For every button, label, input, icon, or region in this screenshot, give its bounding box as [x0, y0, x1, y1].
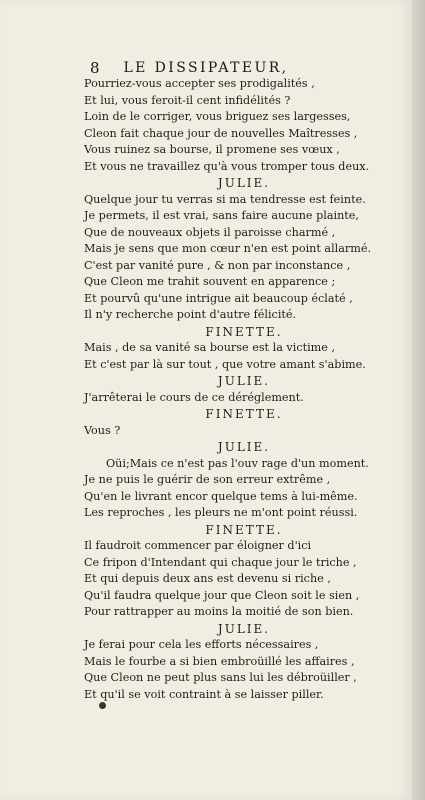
verse-line: Oüi;Mais ce n'est pas l'ouv rage d'un moment. — [106, 456, 369, 470]
play-text — [84, 76, 404, 703]
verse-line: Qu'en le livrant encor quelque tems à lui-même. — [84, 489, 358, 503]
verse-line: Et vous ne travaillez qu'à vous tromper tous deux. — [84, 159, 370, 173]
ink-dot-ornament — [99, 702, 106, 709]
verse-line: Il faudroit commencer par éloigner d'ici — [84, 539, 312, 552]
verse-line: Et lui, vous feroit-il cent infidélités ? — [84, 93, 291, 107]
verse-line: Que de nouveaux objets il paroisse charmé , — [84, 225, 336, 239]
verse-line: Qu'il faudra quelque jour que Cleon soit le sien , — [84, 588, 360, 602]
verse-line: Que Cleon me trahit souvent en apparence ; — [84, 275, 336, 288]
verse-line: Je ne puis le guérir de son erreur extrême , — [84, 473, 331, 486]
verse-line: Je permets, il est vrai, sans faire aucune plainte, — [84, 209, 359, 222]
verse-line: Les reproches , les pleurs ne m'ont point réussi. — [84, 506, 358, 519]
speaker-name: JULIE. — [217, 374, 271, 388]
verse-line: Vous ? — [84, 423, 121, 437]
page-number: 8 — [90, 59, 100, 77]
verse-line: J'arrêterai le cours de ce déréglement. — [84, 390, 304, 404]
page-header — [0, 60, 412, 76]
verse-line: Loin de le corriger, vous briguez ses largesses, — [84, 110, 351, 123]
verse-line: Et c'est par là sur tout , que votre amant s'abime. — [84, 357, 366, 371]
speaker-name: FINETTE. — [205, 407, 283, 421]
speaker-name: JULIE. — [217, 440, 271, 454]
page-edge — [412, 0, 425, 800]
verse-line: Pour rattrapper au moins la moitié de son bien. — [84, 605, 354, 618]
verse-line: Vous ruinez sa bourse, il promene ses vœux , — [84, 143, 340, 156]
verse-line: Mais , de sa vanité sa bourse est la victime , — [84, 341, 335, 354]
verse-line: Il n'y recherche point d'autre félicité. — [84, 308, 297, 321]
verse-line: Et qui depuis deux ans est devenu si riche , — [84, 572, 331, 585]
verse-line: Quelque jour tu verras si ma tendresse est feinte. — [84, 192, 366, 206]
verse-line: Et pourvû qu'une intrigue ait beaucoup éclaté , — [84, 291, 353, 305]
verse-line: Mais je sens que mon cœur n'en est point allarmé. — [84, 242, 372, 255]
verse-line: C'est par vanité pure , & non par inconstance , — [84, 258, 351, 272]
verse-line: Je ferai pour cela les efforts nécessaires , — [84, 638, 319, 651]
running-title: LE DISSIPATEUR, — [123, 60, 289, 76]
speaker-name: JULIE. — [217, 176, 271, 190]
verse-line: Que Cleon ne peut plus sans lui les débroüiller , — [84, 671, 357, 684]
speaker-name: FINETTE. — [205, 522, 283, 537]
verse-line: Et qu'il se voit contraint à se laisser piller. — [84, 687, 324, 701]
verse-line: Mais le fourbe a si bien embroüillé les affaires , — [84, 654, 355, 668]
speaker-name: FINETTE. — [205, 324, 283, 339]
verse-line: Cleon fait chaque jour de nouvelles Maîtresses , — [84, 126, 358, 140]
verse-line: Ce fripon d'Intendant qui chaque jour le triche , — [84, 555, 357, 569]
verse-line: Pourriez-vous accepter ses prodigalités , — [84, 77, 315, 90]
speaker-name: JULIE. — [217, 621, 271, 636]
